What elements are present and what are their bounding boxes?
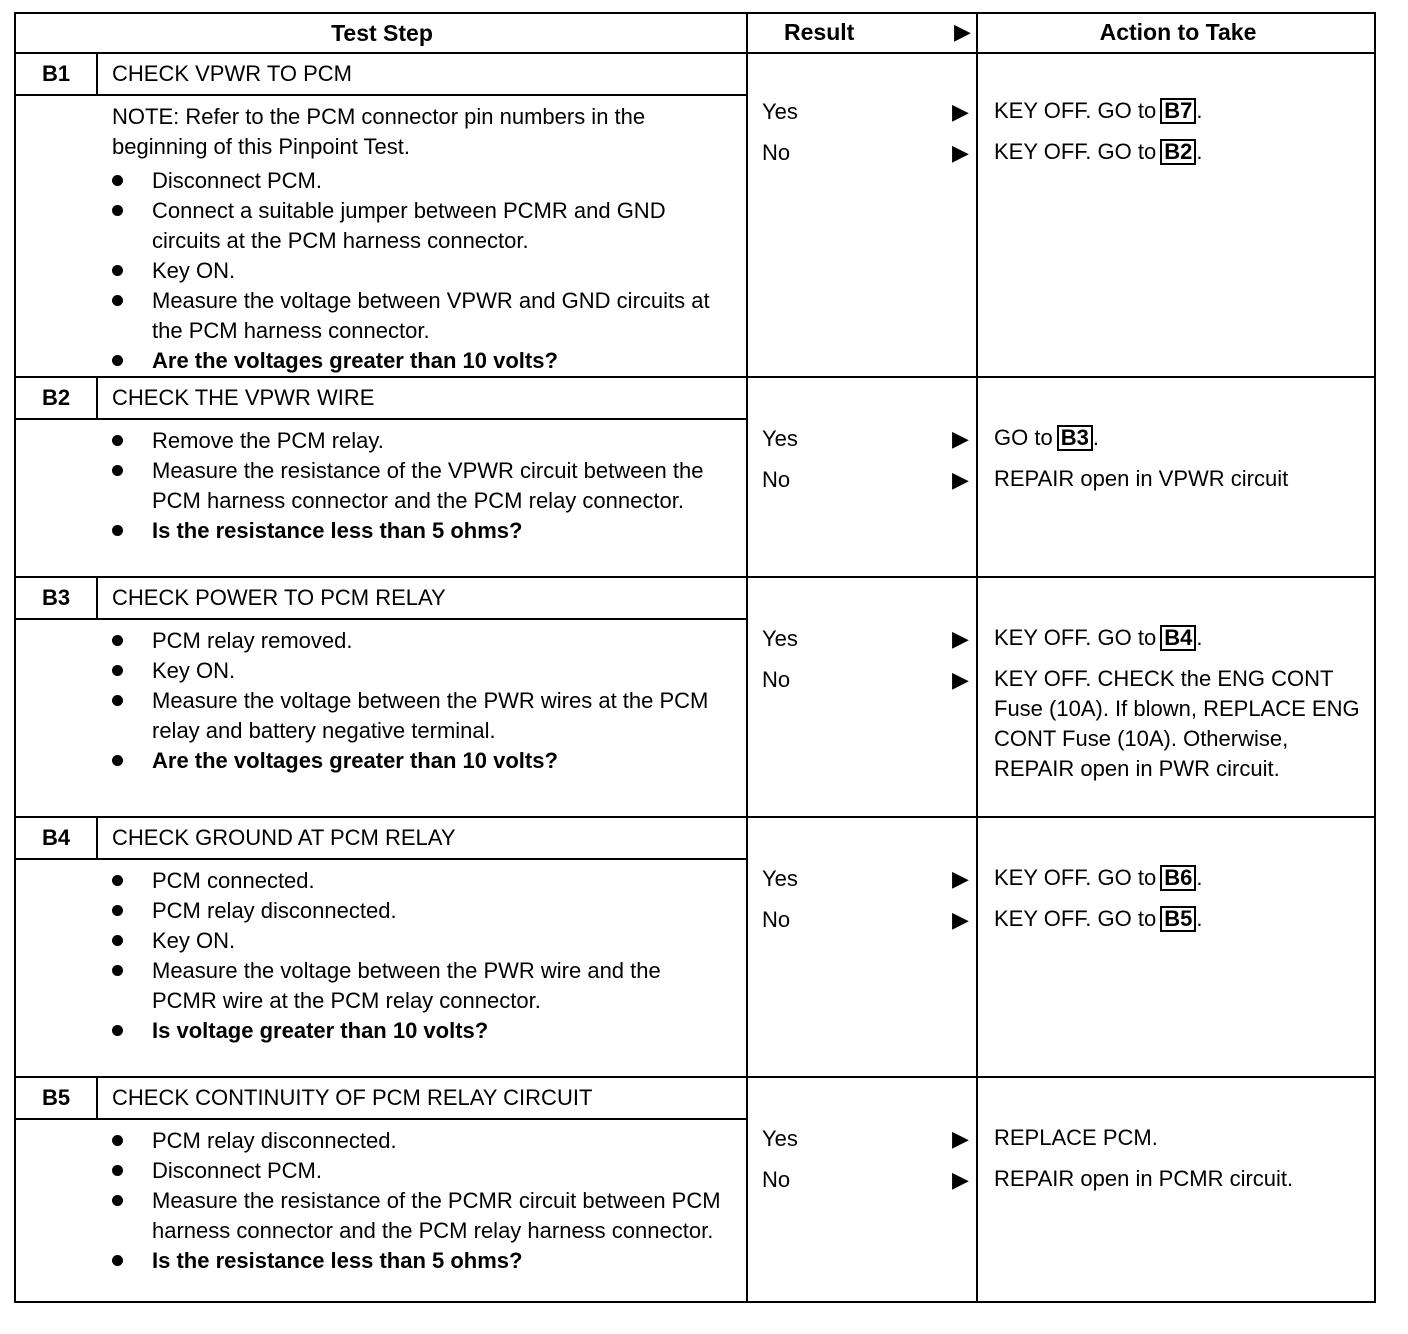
bullet-icon	[112, 665, 123, 676]
step-bullet-list	[112, 1126, 722, 1276]
step-bullet: Key ON.	[112, 256, 722, 286]
step-title: CHECK GROUND AT PCM RELAY	[112, 825, 456, 850]
title-rule	[16, 618, 748, 620]
step-body	[112, 626, 722, 776]
step-reference: B7	[1160, 98, 1196, 124]
step-id: B2	[16, 378, 98, 418]
step-body	[112, 102, 722, 376]
arrow-icon: ▶	[952, 1167, 969, 1192]
step-reference: B3	[1057, 425, 1093, 451]
arrow-icon: ▶	[952, 1126, 969, 1151]
step-id: B4	[16, 818, 98, 858]
action-no: REPAIR open in PCMR circuit.	[994, 1166, 1294, 1191]
action-no: KEY OFF. GO to B5 .	[994, 906, 1203, 931]
step-id: B3	[16, 578, 98, 618]
step-bullet: PCM relay disconnected.	[112, 896, 722, 926]
step-bullet: Measure the resistance of the PCMR circuit between PCM harness connector and the PCM relay harness connector.	[112, 1186, 722, 1246]
result-no: No	[762, 467, 791, 492]
result-yes: Yes	[762, 1126, 798, 1151]
step-bullet: Key ON.	[112, 656, 722, 686]
result-no: No	[762, 1167, 791, 1192]
arrow-icon: ▶	[952, 667, 969, 692]
step-title: CHECK THE VPWR WIRE	[112, 385, 375, 410]
bullet-icon	[112, 355, 123, 366]
step-question: Is voltage greater than 10 volts?	[112, 1016, 722, 1046]
step-reference: B5	[1160, 906, 1196, 932]
arrow-icon: ▶	[952, 626, 969, 651]
step-bullet: Measure the voltage between VPWR and GND circuits at the PCM harness connector.	[112, 286, 722, 346]
action-yes: KEY OFF. GO to B4 .	[994, 625, 1203, 650]
title-rule	[16, 94, 748, 96]
step-question: Are the voltages greater than 10 volts?	[112, 346, 722, 376]
arrow-icon: ▶	[952, 99, 969, 124]
header-action: Action to Take	[1099, 19, 1257, 45]
step-bullet: Measure the resistance of the VPWR circuit between the PCM harness connector and the PCM relay connector.	[112, 456, 722, 516]
step-bullet-list	[112, 626, 722, 776]
step-reference: B6	[1160, 865, 1196, 891]
bullet-icon	[112, 755, 123, 766]
step-bullet: PCM connected.	[112, 866, 722, 896]
result-no: No	[762, 907, 791, 932]
bullet-icon	[112, 525, 123, 536]
step-bullet: Measure the voltage between the PWR wires at the PCM relay and battery negative terminal.	[112, 686, 722, 746]
bullet-icon	[112, 1025, 123, 1036]
result-yes: Yes	[762, 99, 798, 124]
bullet-icon	[112, 1255, 123, 1266]
title-rule	[16, 418, 748, 420]
step-reference: B4	[1160, 625, 1196, 651]
step-question: Is the resistance less than 5 ohms?	[112, 516, 722, 546]
bullet-icon	[112, 435, 123, 446]
bullet-icon	[112, 265, 123, 276]
step-bullet-list	[112, 866, 722, 1046]
action-no: REPAIR open in VPWR circuit	[994, 466, 1289, 491]
step-question: Are the voltages greater than 10 volts?	[112, 746, 722, 776]
step-bullet: PCM relay removed.	[112, 626, 722, 656]
step-bullet-list	[112, 426, 722, 546]
test-step-b2	[16, 378, 1374, 578]
step-bullet: Connect a suitable jumper between PCMR and GND circuits at the PCM harness connector.	[112, 196, 722, 256]
header-arrow-icon: ▶	[954, 19, 971, 44]
result-yes: Yes	[762, 426, 798, 451]
step-bullet: Disconnect PCM.	[112, 1156, 722, 1186]
bullet-icon	[112, 635, 123, 646]
step-bullet: Disconnect PCM.	[112, 166, 722, 196]
bullet-icon	[112, 935, 123, 946]
action-no: KEY OFF. GO to B2 .	[994, 139, 1203, 164]
header-result: Result	[784, 19, 855, 45]
step-title: CHECK VPWR TO PCM	[112, 61, 352, 86]
bullet-icon	[112, 1165, 123, 1176]
step-bullet: Key ON.	[112, 926, 722, 956]
action-yes: REPLACE PCM.	[994, 1125, 1158, 1150]
action-no: KEY OFF. CHECK the ENG CONT Fuse (10A). If blown, REPLACE ENG CONT Fuse (10A). Otherwise, REPAIR open in PWR circuit.	[994, 666, 1360, 781]
step-bullet: Remove the PCM relay.	[112, 426, 722, 456]
bullet-icon	[112, 875, 123, 886]
bullet-icon	[112, 965, 123, 976]
result-yes: Yes	[762, 626, 798, 651]
bullet-icon	[112, 205, 123, 216]
arrow-icon: ▶	[952, 866, 969, 891]
step-note: NOTE: Refer to the PCM connector pin numbers in the beginning of this Pinpoint Test.	[112, 104, 646, 159]
result-no: No	[762, 140, 791, 165]
step-title: CHECK CONTINUITY OF PCM RELAY CIRCUIT	[112, 1085, 593, 1110]
bullet-icon	[112, 465, 123, 476]
arrow-icon: ▶	[952, 467, 969, 492]
bullet-icon	[112, 1135, 123, 1146]
arrow-icon: ▶	[952, 907, 969, 932]
bullet-icon	[112, 295, 123, 306]
title-rule	[16, 1118, 748, 1120]
test-step-b3	[16, 578, 1374, 818]
action-yes: KEY OFF. GO to B6 .	[994, 865, 1203, 890]
step-body	[112, 426, 722, 546]
bullet-icon	[112, 1195, 123, 1206]
arrow-icon: ▶	[952, 426, 969, 451]
step-bullet: PCM relay disconnected.	[112, 1126, 722, 1156]
bullet-icon	[112, 175, 123, 186]
header-test-step: Test Step	[331, 20, 433, 46]
step-bullet-list	[112, 166, 722, 376]
arrow-icon: ▶	[952, 140, 969, 165]
bullet-icon	[112, 905, 123, 916]
step-body	[112, 866, 722, 1046]
step-id: B1	[16, 54, 98, 94]
step-reference: B2	[1160, 139, 1196, 165]
table-header	[16, 14, 1374, 54]
test-table	[14, 12, 1376, 1303]
action-yes: KEY OFF. GO to B7 .	[994, 98, 1203, 123]
action-yes: GO to B3 .	[994, 425, 1099, 450]
step-id: B5	[16, 1078, 98, 1118]
test-step-b4	[16, 818, 1374, 1078]
title-rule	[16, 858, 748, 860]
result-no: No	[762, 667, 791, 692]
step-bullet: Measure the voltage between the PWR wire and the PCMR wire at the PCM relay connector.	[112, 956, 722, 1016]
bullet-icon	[112, 695, 123, 706]
result-yes: Yes	[762, 866, 798, 891]
step-question: Is the resistance less than 5 ohms?	[112, 1246, 722, 1276]
test-step-b1	[16, 54, 1374, 378]
test-step-b5	[16, 1078, 1374, 1301]
step-body	[112, 1126, 722, 1276]
step-title: CHECK POWER TO PCM RELAY	[112, 585, 446, 610]
